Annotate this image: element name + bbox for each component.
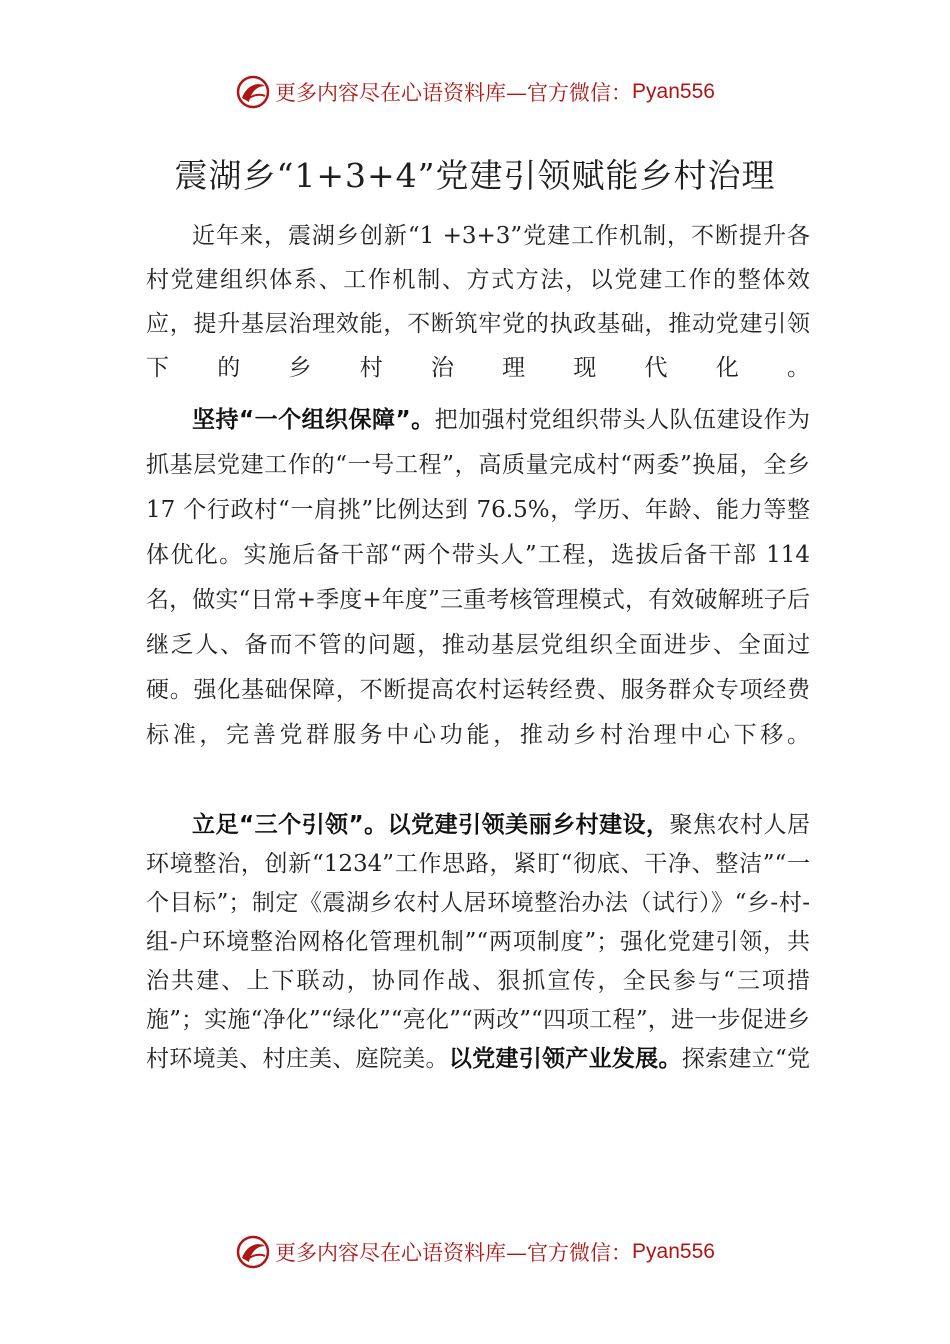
- intro-text: 近年来，震湖乡创新“1 +3+3”党建工作机制，不断提升各村党建组织体系、工作机制、方式方法，以党建工作的整体效应，提升基层治理效能，不断筑牢党的执政基础，推动党建引领下的乡村治理现代化。: [146, 223, 810, 381]
- section1-body: 把加强村党组织带头人队伍建设作为抓基层党建工作的“一号工程”，高质量完成村“两委”换届，全乡 17 个行政村“一肩挑”比例达到 76.5%，学历、年龄、能力等整体优化。实施后备干部“两个带头人”工程，选拔后备干部 114 名，做实“日常+季度+年度”三重考核管理模式，有效破解班子后继乏人、备而不管的问题，推动基层党组织全面进步、全面过硬。强化基础保障，不断提高农村运转经费、服务群众专项经费标准，完善党群服务中心功能，推动乡村治理中心下移。: [146, 407, 811, 748]
- section2-tail: 探索建立“党: [681, 1046, 811, 1072]
- section2-body: 聚焦农村人居环境整治，创新“1234”工作思路，紧盯“彻底、干净、整洁”“一个目标”；制定《震湖乡农村人居环境整治办法（试行）》“乡-村-组-户环境整治网格化管理机制”“两项制度”；强化党建引领，共治共建、上下联动，协同作战、狠抓宣传，全民参与“三项措施”；实施“净化”“绿化”“亮化”“两改”“四项工程”，进一步促进乡村环境美、村庄美、庭院美。: [146, 812, 811, 1072]
- header-watermark: [0, 74, 950, 110]
- section2-heading: 立足“三个引领”。以党建引领美丽乡村建设，: [192, 812, 670, 838]
- watermark-wechat-id: Pyan556: [632, 1240, 715, 1263]
- section2-paragraph: [146, 806, 810, 1079]
- section1-paragraph: [146, 398, 810, 758]
- red-swirl-logo-icon: [235, 74, 271, 110]
- watermark-wechat-id: Pyan556: [632, 80, 715, 103]
- footer-watermark: [0, 1234, 950, 1270]
- intro-paragraph: [146, 214, 810, 390]
- red-swirl-logo-icon: [235, 1234, 271, 1270]
- watermark-text: 更多内容尽在心语资料库—官方微信：: [275, 1241, 633, 1265]
- section1-heading: 坚持“一个组织保障”。: [192, 407, 435, 433]
- document-title: 震湖乡“1+3+4”党建引领赋能乡村治理: [174, 156, 776, 195]
- section2-sub-heading: 以党建引领产业发展。: [448, 1046, 682, 1072]
- watermark-text: 更多内容尽在心语资料库—官方微信：: [275, 81, 633, 105]
